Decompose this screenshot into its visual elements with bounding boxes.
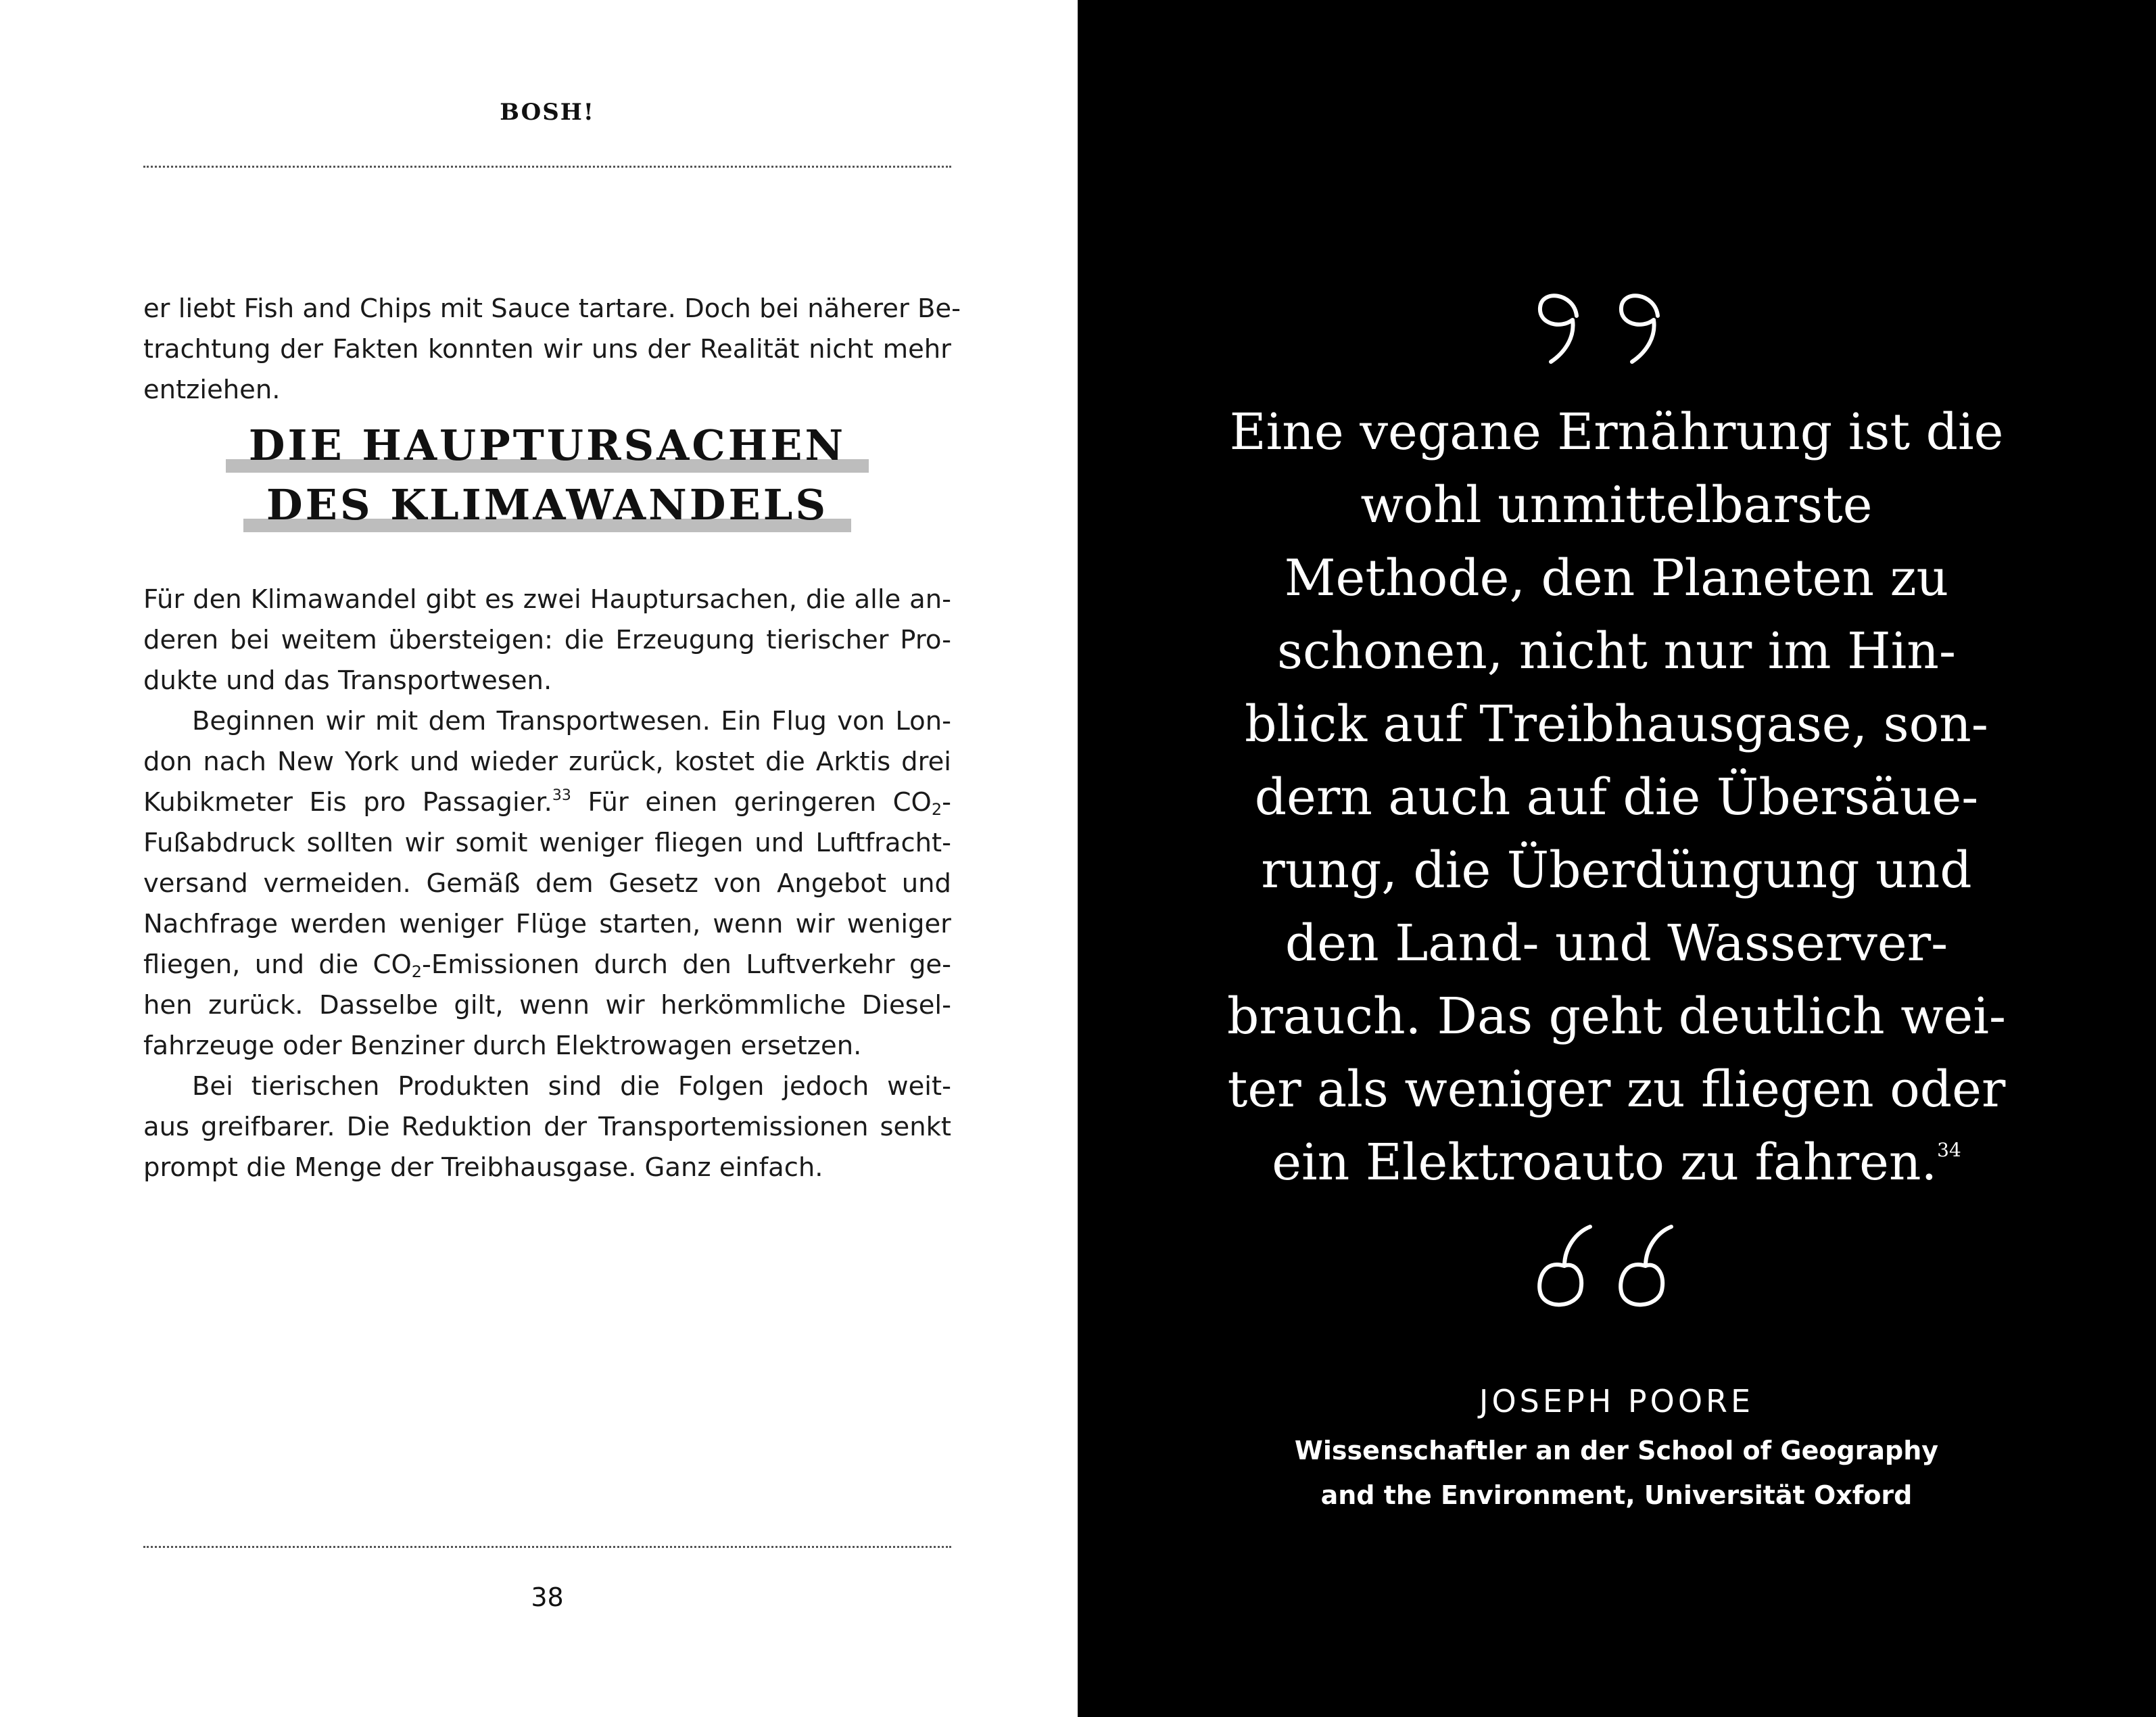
pull-quote xyxy=(1149,396,2084,1199)
text-line: versand vermeiden. Gemäß dem Gesetz von Angebot und xyxy=(143,868,951,899)
text-segment: fliegen, und die CO xyxy=(143,949,412,980)
heading-line-1: DIE HAUPTURSACHEN xyxy=(226,416,869,475)
text-segment: -Emissionen durch den Luftverkehr ge- xyxy=(422,949,951,980)
text-line xyxy=(143,945,951,985)
section-heading xyxy=(143,416,951,535)
quote-line: ter als weniger zu fliegen oder xyxy=(1227,1060,2006,1119)
quote-line: blick auf Treibhausgase, son- xyxy=(1245,695,1988,753)
text-line: fahrzeuge oder Benziner durch Elektrowagen ersetzen. xyxy=(143,1031,862,1061)
subscript-2: 2 xyxy=(931,800,942,819)
text-line: dukte und das Transportwesen. xyxy=(143,665,552,696)
text-line: Bei tierischen Produkten sind die Folgen jedoch weit- xyxy=(192,1071,951,1102)
text-line: don nach New York und wieder zurück, kostet die Arktis drei xyxy=(143,747,951,777)
text-line: aus greifbarer. Die Reduktion der Transportemissionen senkt xyxy=(143,1112,951,1142)
text-segment: Kubikmeter Eis pro Passagier. xyxy=(143,787,552,818)
section-body xyxy=(143,580,951,1188)
quote-line xyxy=(1149,1126,2084,1199)
text-line: trachtung der Fakten konnten wir uns der Realität nicht mehr xyxy=(143,334,951,364)
quote-line: wohl unmittelbarste xyxy=(1360,476,1873,534)
text-line: hen zurück. Dasselbe gilt, wenn wir herkömmliche Diesel- xyxy=(143,990,951,1020)
page-number: 38 xyxy=(531,1582,564,1612)
text-line: entziehen. xyxy=(143,375,281,405)
author-role-line: Wissenschaftler an der School of Geography xyxy=(1294,1436,1939,1465)
header-divider xyxy=(143,166,951,168)
text-line: Fußabdruck sollten wir somit weniger fliegen und Luftfracht- xyxy=(143,828,951,858)
quote-line: Methode, den Planeten zu xyxy=(1284,549,1949,607)
running-head: BOSH! xyxy=(500,99,595,126)
text-line: Für den Klimawandel gibt es zwei Hauptursachen, die alle an- xyxy=(143,584,951,615)
text-line: er liebt Fish and Chips mit Sauce tartare. Doch bei näherer Be- xyxy=(143,293,961,324)
quote-line: dern auch auf die Übersäue- xyxy=(1254,768,1979,826)
quote-line: den Land- und Wasserver- xyxy=(1285,914,1948,972)
text-line: prompt die Menge der Treibhausgase. Ganz einfach. xyxy=(143,1152,823,1183)
text-line: Nachfrage werden weniger Flüge starten, wenn wir weniger xyxy=(143,909,951,939)
quote-line-text: ein Elektroauto zu fahren. xyxy=(1272,1133,1938,1192)
text-line: Beginnen wir mit dem Transportwesen. Ein Flug von Lon- xyxy=(192,706,951,736)
footnote-ref-34: 34 xyxy=(1937,1139,1961,1161)
intro-paragraph xyxy=(143,289,961,410)
quote-line: Eine vegane Ernährung ist die xyxy=(1229,403,2004,461)
subscript-2: 2 xyxy=(411,962,423,981)
footer-divider xyxy=(143,1546,951,1548)
text-line xyxy=(143,782,951,823)
quote-line: schonen, nicht nur im Hin- xyxy=(1277,622,1956,680)
text-segment: Für einen geringeren CO xyxy=(571,787,932,818)
quote-author-role xyxy=(1149,1428,2084,1518)
opening-quote-mark-icon xyxy=(1533,1217,1696,1312)
quote-author-name: JOSEPH POORE xyxy=(1479,1383,1754,1419)
footnote-ref-33: 33 xyxy=(552,787,571,804)
heading-line-2: DES KLIMAWANDELS xyxy=(243,475,851,535)
author-role-line: and the Environment, Universität Oxford xyxy=(1320,1480,1913,1510)
quote-line: brauch. Das geht deutlich wei- xyxy=(1226,987,2007,1045)
quote-line: rung, die Überdüngung und xyxy=(1261,841,1972,899)
text-line: deren bei weitem übersteigen: die Erzeugung tierischer Pro- xyxy=(143,625,951,655)
closing-quote-mark-icon xyxy=(1533,274,1696,369)
text-segment: - xyxy=(942,787,951,818)
